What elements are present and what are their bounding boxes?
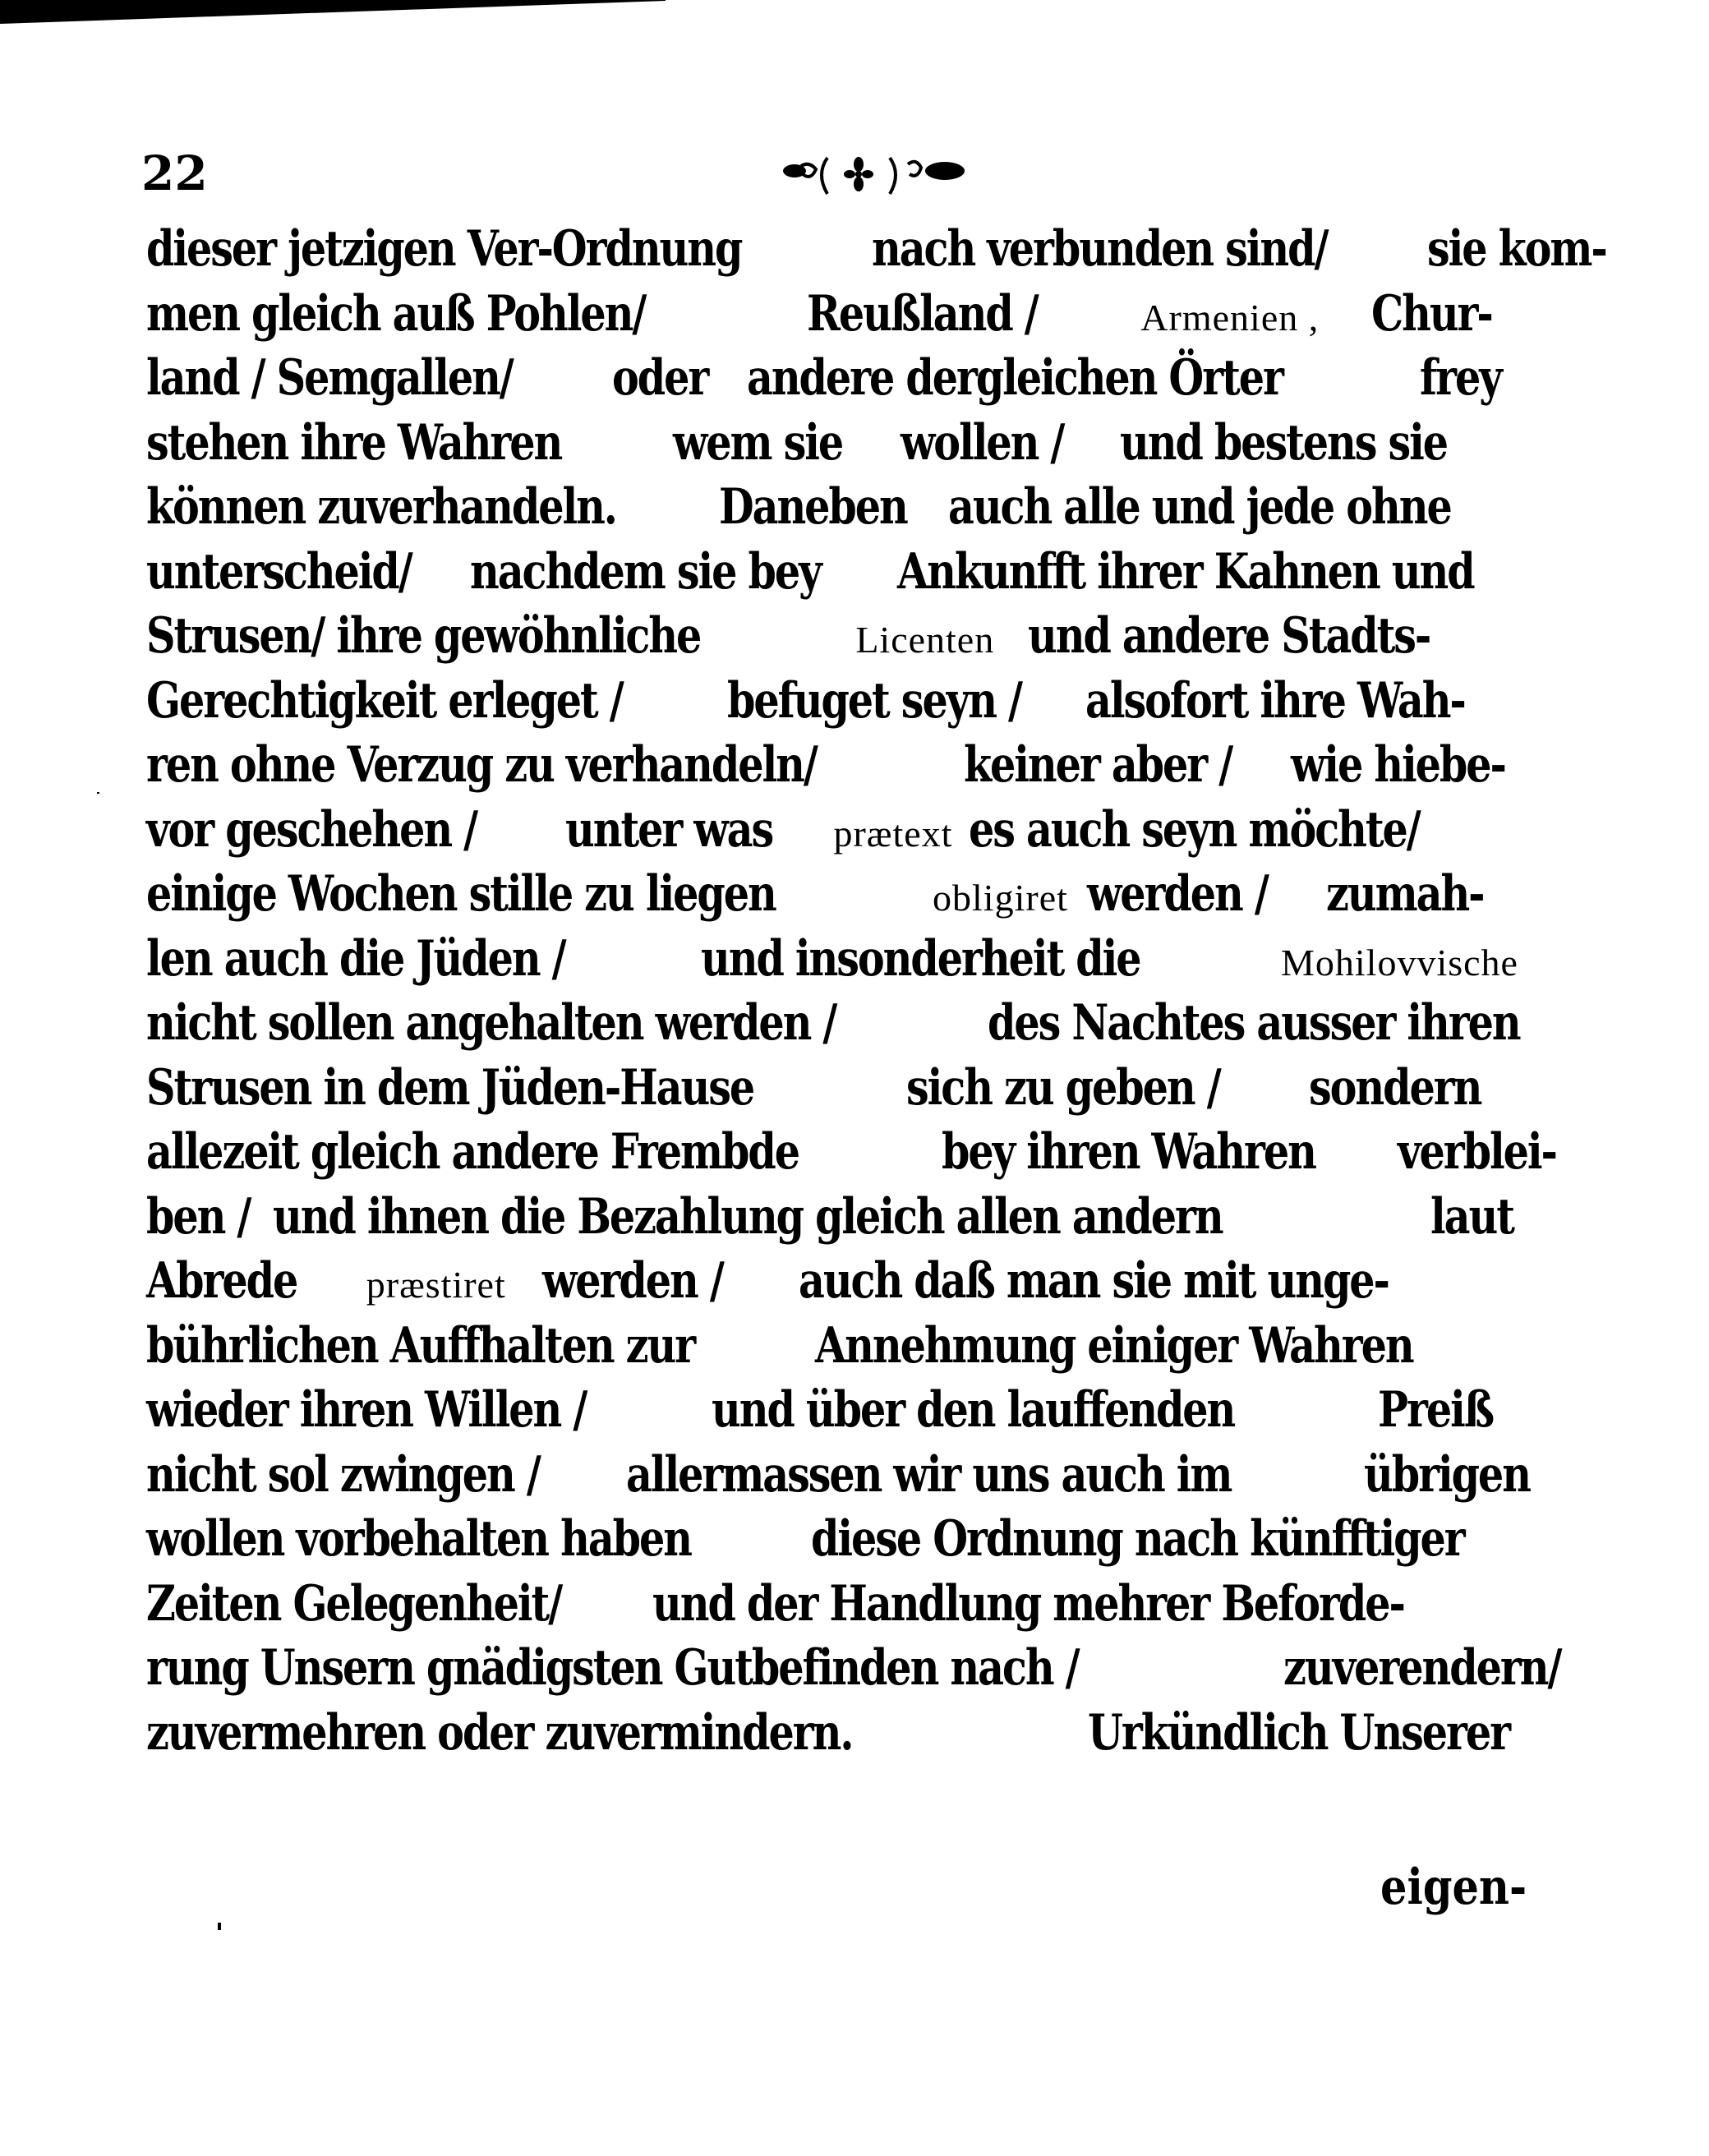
text-line (146, 220, 1607, 284)
text-segment: und andere Stadts- (1028, 607, 1430, 665)
text-segment: Annehmung einiger Wahren (814, 1316, 1413, 1375)
text-segment: Daneben (719, 478, 908, 536)
text-segment: wem sie (673, 413, 843, 472)
text-segment: keiner aber / (963, 736, 1232, 794)
text-segment: nach verbunden sind/ (872, 220, 1328, 278)
text-segment: wollen / (900, 413, 1063, 472)
text-segment: diese Ordnung nach künfftiger (810, 1510, 1464, 1568)
text-segment: alsofort ihre Wah- (1085, 671, 1466, 730)
text-segment: zuvermehren oder zuvermindern. (146, 1703, 853, 1762)
text-line (146, 1704, 1518, 1768)
text-line (146, 672, 1518, 736)
text-segment: stehen ihre Wahren (146, 413, 562, 472)
antiqua-word: Mohilovvische (1281, 941, 1518, 984)
antiqua-word: prætext (833, 812, 953, 855)
text-segment: befuget seyn / (726, 671, 1021, 730)
text-segment: Strusen/ ihre gewöhnliche (146, 607, 701, 665)
text-segment: können zuverhandeln. (146, 478, 616, 536)
text-line (146, 865, 1518, 929)
antiqua-word: Licenten (855, 619, 995, 661)
text-segment: land / Semgallen/ (146, 349, 513, 407)
text-segment: Strusen in dem Jüden-Hause (146, 1058, 754, 1117)
text-segment: rung Unsern gnädigsten Gutbefinden nach / (146, 1639, 1079, 1697)
text-segment: werden / (542, 1252, 723, 1310)
text-segment: Preiß (1378, 1381, 1494, 1439)
text-line (146, 1252, 1518, 1316)
text-segment: Abrede (146, 1252, 297, 1310)
text-line (146, 414, 1518, 478)
text-segment: verblei- (1397, 1123, 1556, 1181)
text-segment: es auch seyn möchte/ (968, 800, 1420, 859)
text-line (146, 1381, 1518, 1445)
text-segment: und insonderheit die (701, 929, 1140, 988)
text-segment: laut (1430, 1187, 1514, 1246)
antiqua-word: obligiret (933, 877, 1068, 919)
text-segment: bührlichen Auffhalten zur (146, 1316, 695, 1375)
text-segment: wieder ihren Willen / (146, 1381, 587, 1439)
text-line (146, 349, 1518, 413)
text-segment: werden / (1087, 865, 1268, 923)
text-line (146, 543, 1518, 607)
scan-edge-shadow (0, 0, 1709, 49)
text-line (146, 1445, 1530, 1510)
text-segment: andere dergleichen Örter (747, 349, 1283, 407)
text-segment: bey ihren Wahren (942, 1123, 1316, 1181)
text-segment: zuverendern/ (1283, 1639, 1560, 1697)
text-line (146, 736, 1518, 800)
text-segment: wollen vorbehalten haben (146, 1510, 691, 1568)
antiqua-word: Armenien , (1140, 296, 1320, 339)
text-segment: Reußland / (807, 284, 1038, 343)
scan-speck (218, 1923, 221, 1930)
text-segment: zumah- (1326, 865, 1484, 923)
text-segment: Ankunfft ihrer Kahnen und (896, 542, 1474, 601)
text-segment: dieser jetzigen Ver-Ordnung (146, 220, 742, 278)
text-segment: unterscheid/ (146, 542, 412, 601)
text-segment: nicht sol zwingen / (146, 1445, 540, 1504)
text-segment: oder (611, 349, 707, 407)
text-segment: nicht sollen angehalten werden / (146, 994, 836, 1052)
text-segment: übrigen (1363, 1445, 1530, 1504)
text-segment: sich zu geben / (906, 1058, 1220, 1117)
text-segment: frey (1419, 349, 1501, 407)
text-line (146, 1639, 1560, 1703)
page-number: 22 (141, 145, 208, 201)
text-segment: nachdem sie bey (469, 542, 821, 601)
text-segment: len auch die Jüden / (146, 929, 565, 988)
text-segment: und der Handlung mehrer Beforde- (652, 1574, 1404, 1633)
text-segment: und über den lauffenden (712, 1381, 1235, 1439)
text-segment: ren ohne Verzug zu verhandeln/ (146, 736, 817, 794)
scan-speck (97, 792, 99, 794)
text-line (146, 1575, 1518, 1639)
text-segment: allermassen wir uns auch im (625, 1445, 1232, 1504)
header-ornament-icon (776, 153, 974, 196)
text-segment: Zeiten Gelegenheit/ (146, 1574, 562, 1633)
text-line (146, 1188, 1518, 1252)
text-segment: und ihnen die Bezahlung gleich allen andern (273, 1187, 1223, 1246)
text-segment: men gleich auß Pohlen/ (146, 284, 646, 343)
text-segment: wie hiebe- (1290, 736, 1505, 794)
text-segment: sondern (1308, 1058, 1481, 1117)
antiqua-word: præstiret (366, 1264, 506, 1306)
text-segment: ben / (146, 1187, 251, 1246)
text-line (146, 801, 1518, 865)
catchword: eigen- (1380, 1859, 1527, 1916)
text-segment: sie kom- (1427, 220, 1607, 278)
text-line (146, 285, 1518, 349)
text-segment: des Nachtes ausser ihren (987, 994, 1520, 1052)
text-line (146, 994, 1518, 1058)
text-line (146, 478, 1518, 542)
text-segment: auch alle und jede ohne (948, 478, 1452, 536)
text-segment: und bestens sie (1119, 413, 1447, 472)
text-segment: Chur- (1370, 284, 1492, 343)
text-segment: einige Wochen stille zu liegen (146, 865, 776, 923)
text-segment: vor geschehen / (146, 800, 477, 859)
text-line (146, 1123, 1556, 1187)
text-segment: unter was (564, 800, 772, 859)
text-segment: Urkündlich Unserer (1088, 1703, 1510, 1762)
text-line (146, 1059, 1518, 1123)
text-segment: auch daß man sie mit unge- (799, 1252, 1389, 1310)
text-line (146, 1510, 1518, 1574)
text-line (146, 930, 1518, 994)
text-segment: allezeit gleich andere Frembde (146, 1123, 799, 1181)
text-line (146, 607, 1518, 671)
text-line (146, 1317, 1518, 1381)
text-segment: Gerechtigkeit erleget / (146, 671, 623, 730)
